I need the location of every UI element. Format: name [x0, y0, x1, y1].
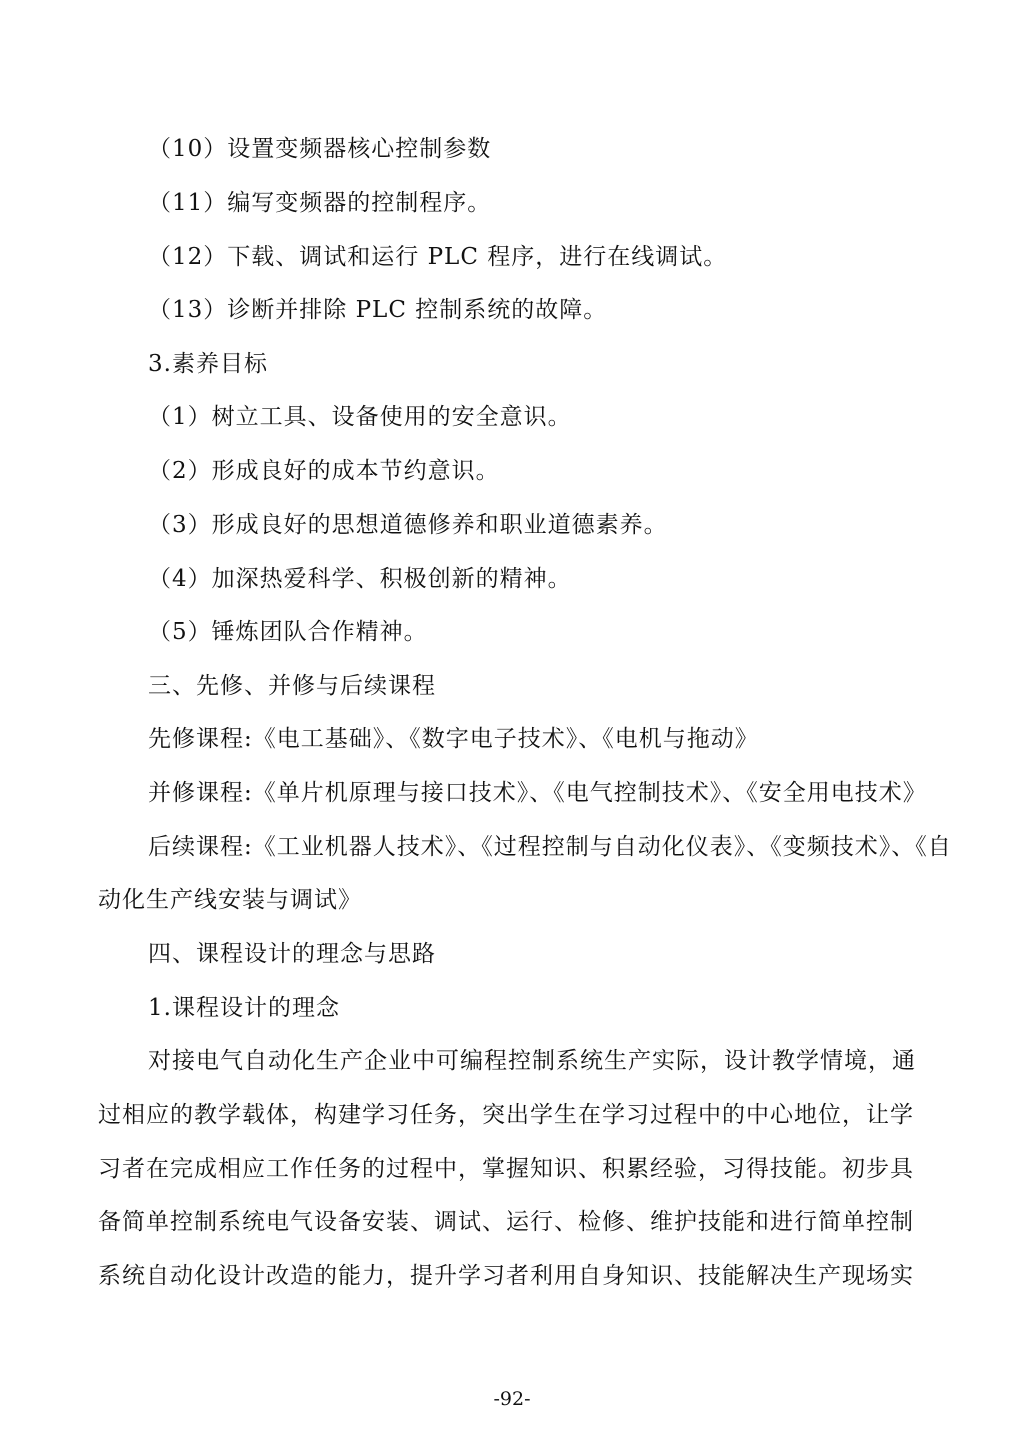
subsequent-courses-continued: 动化生产线安装与调试》: [98, 887, 362, 913]
list-item-13: （13）诊断并排除 PLC 控制系统的故障。: [148, 297, 608, 323]
concurrent-courses: 并修课程:《单片机原理与接口技术》、《电气控制技术》、《安全用电技术》: [148, 780, 927, 806]
list-item-2: （2）形成良好的成本节约意识。: [148, 458, 500, 484]
list-item-4: （4）加深热爱科学、积极创新的精神。: [148, 566, 572, 592]
paragraph-line: 习者在完成相应工作任务的过程中，掌握知识、积累经验，习得技能。初步具: [98, 1156, 914, 1182]
prerequisite-courses: 先修课程:《电工基础》、《数字电子技术》、《电机与拖动》: [148, 726, 759, 752]
list-item-3: （3）形成良好的思想道德修养和职业道德素养。: [148, 512, 668, 538]
list-item-10: （10）设置变频器核心控制参数: [148, 136, 492, 162]
paragraph-line: 对接电气自动化生产企业中可编程控制系统生产实际，设计教学情境，通: [148, 1048, 916, 1074]
subsequent-courses: 后续课程:《工业机器人技术》、《过程控制与自动化仪表》、《变频技术》、《自: [148, 834, 952, 860]
paragraph-line: 备简单控制系统电气设备安装、调试、运行、检修、维护技能和进行简单控制: [98, 1209, 914, 1235]
page-number: -92-: [493, 1388, 531, 1410]
list-item-11: （11）编写变频器的控制程序。: [148, 190, 492, 216]
section-heading-courses: 三、先修、并修与后续课程: [148, 673, 436, 699]
section-heading-literacy-goals: 3.素养目标: [148, 351, 268, 377]
list-item-1: （1）树立工具、设备使用的安全意识。: [148, 404, 572, 430]
section-heading-design: 四、课程设计的理念与思路: [148, 941, 436, 967]
subsection-heading-design-concept: 1.课程设计的理念: [148, 995, 340, 1021]
paragraph-line: 过相应的教学载体，构建学习任务，突出学生在学习过程中的中心地位，让学: [98, 1102, 914, 1128]
list-item-12: （12）下载、调试和运行 PLC 程序，进行在线调试。: [148, 244, 728, 270]
paragraph-line: 系统自动化设计改造的能力，提升学习者利用自身知识、技能解决生产现场实: [98, 1263, 914, 1289]
list-item-5: （5）锤炼团队合作精神。: [148, 619, 428, 645]
